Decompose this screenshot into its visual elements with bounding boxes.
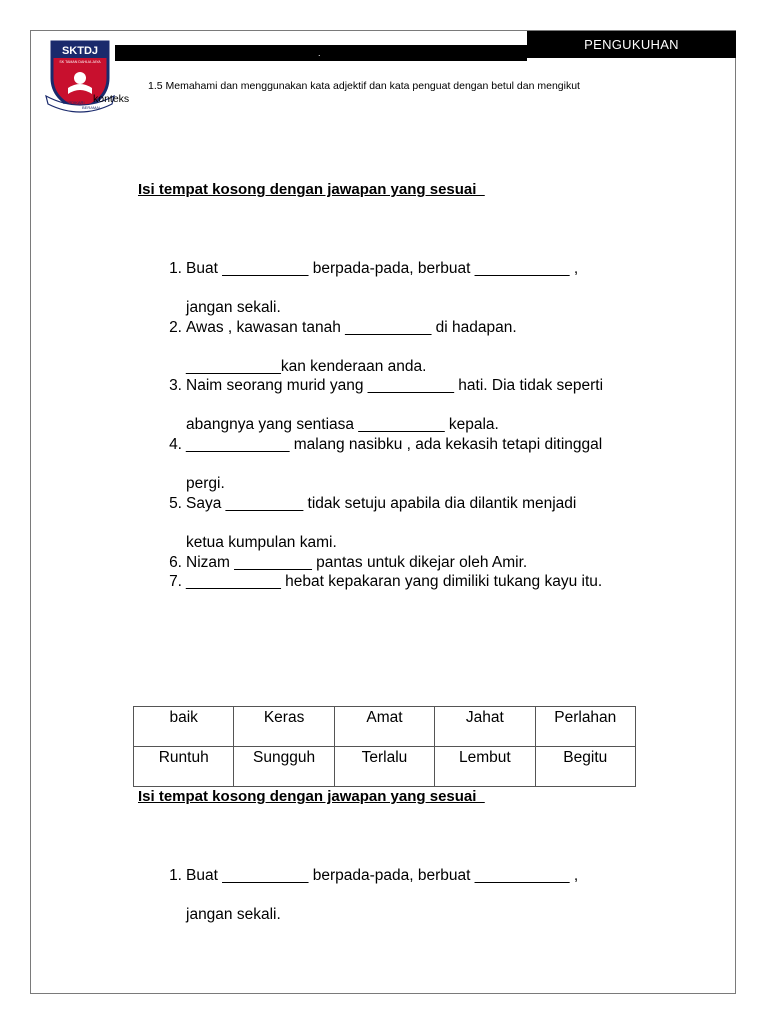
question-text-cont: abangnya yang sentiasa __________ kepala. [186,416,499,433]
word-bank-cell: baik [134,707,234,747]
question-number: 5. [169,495,182,512]
question-text: Buat __________ berpada-pada, berbuat ___________ , [186,867,579,884]
question-number: 4. [169,436,182,453]
question-number: 3. [169,377,182,394]
word-bank-cell: Terlalu [334,747,434,787]
word-bank-cell: Perlahan [535,707,635,747]
question-text: ____________ malang nasibku , ada kekasih tetapi ditinggal [186,436,603,453]
learning-standard-continuation: konteks [93,93,130,105]
question-text: Buat __________ berpada-pada, berbuat ___________ , [186,260,579,277]
section-label: PENGUKUHAN [527,31,736,58]
question-text: Saya _________ tidak setuju apabila dia dilantik menjadi [186,495,577,512]
svg-text:SK TAMAN DAHLIA JAYA: SK TAMAN DAHLIA JAYA [59,60,101,64]
svg-text:SKTDJ: SKTDJ [61,45,99,57]
question-text: ___________ hebat kepakaran yang dimiliki tukang kayu itu. [186,573,603,590]
word-bank-row [134,707,636,747]
question-text: Naim seorang murid yang __________ hati. Dia tidak seperti [186,377,604,394]
learning-standard: 1.5 Memahami dan menggunakan kata adjektif dan kata penguat dengan betul dan mengikut [148,80,580,92]
header-bar [115,45,527,61]
word-bank-table [133,706,636,787]
question-number: 1. [169,867,182,884]
word-bank-cell: Amat [334,707,434,747]
question-number: 2. [169,319,182,336]
word-bank-row [134,747,636,787]
svg-text:BERDIKARI: BERDIKARI [63,100,85,105]
word-bank-cell: Jahat [435,707,535,747]
question-text-cont: jangan sekali. [186,906,281,923]
question-number: 1. [169,260,182,277]
question-text-cont: jangan sekali. [186,299,281,316]
instruction-heading-2: Isi tempat kosong dengan jawapan yang sesuai [138,788,485,805]
word-bank-cell: Runtuh [134,747,234,787]
word-bank-cell: Lembut [435,747,535,787]
word-bank-cell: Sungguh [234,747,334,787]
question-text-cont: ___________kan kenderaan anda. [186,358,427,375]
question-text-cont: ketua kumpulan kami. [186,534,337,551]
question-text: Nizam _________ pantas untuk dikejar oleh Amir. [186,554,528,571]
word-bank-cell: Keras [234,707,334,747]
question-text-cont: pergi. [186,475,225,492]
instruction-heading: Isi tempat kosong dengan jawapan yang sesuai [138,181,485,198]
question-number: 7. [169,573,182,590]
svg-text:BERAMAL: BERAMAL [82,105,102,110]
header-bar-dot: . [318,48,321,58]
question-text: Awas , kawasan tanah __________ di hadapan. [186,319,517,336]
question-number: 6. [169,554,182,571]
word-bank-cell: Begitu [535,747,635,787]
